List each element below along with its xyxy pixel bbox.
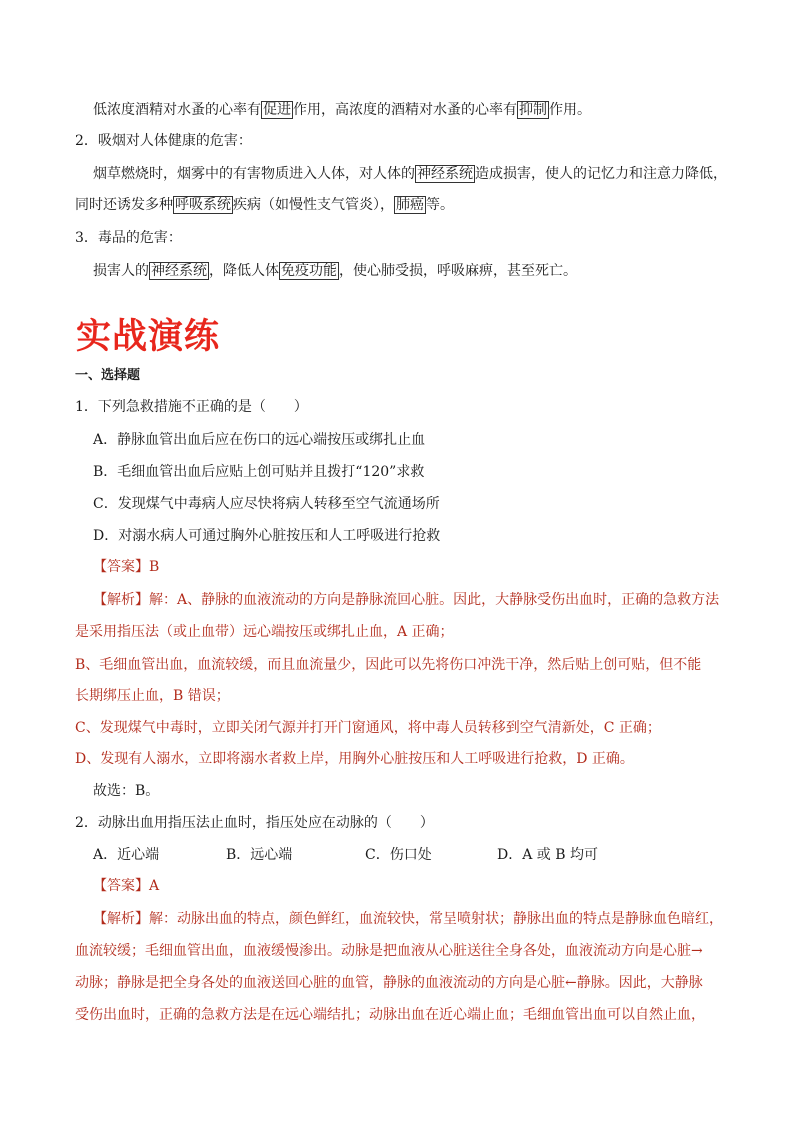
answer-box-lung-cancer: 肺癌 (396, 197, 424, 213)
question-1-final-choice: 故选：B。 (93, 783, 160, 799)
question-1-explanation-5: C、发现煤气中毒时，立即关闭气源并打开门窗通风，将中毒人员转移到空气清新处，C 正确； (75, 720, 661, 736)
question-2-stem: 2．动脉出血用指压法止血时，指压处应在动脉的（ ） (75, 815, 434, 831)
smoking-line-2: 同时还诱发多种 呼吸系统 疾病（如慢性支气管炎）， 肺癌 等。 (75, 197, 454, 213)
question-1-option-a: A．静脉血管出血后应在伤口的远心端按压或绑扎止血 (93, 432, 426, 448)
question-1-explanation-4: 长期绑压止血，B 错误； (75, 688, 230, 704)
question-2-option-d: D．A 或 B 均可 (497, 847, 598, 863)
question-1-option-d: D．对溺水病人可通过胸外心脏按压和人工呼吸进行抢救 (93, 528, 441, 544)
answer-box-nervous-system: 神经系统 (417, 166, 473, 182)
drugs-line: 损害人的 神经系统 ，降低人体 免疫功能 ，使心肺受损，呼吸麻痹，甚至死亡。 (93, 263, 577, 279)
answer-box-inhibit: 抑制 (519, 102, 547, 118)
answer-box-immune-function: 免疫功能 (281, 263, 337, 279)
question-2-explanation-3: 动脉；静脉是把全身各处的血液送回心脏的血管，静脉的血液流动的方向是心脏←静脉。因此，大静脉 (75, 975, 703, 991)
answer-box-respiratory-system: 呼吸系统 (175, 197, 231, 213)
question-1-answer: 【答案】B (93, 559, 160, 575)
heading-drugs: 3．毒品的危害： (75, 230, 182, 246)
practice-banner-title: 实战演练 (76, 317, 221, 357)
question-2-explanation-4: 受伤出血时，正确的急救方法是在远心端结扎；动脉出血在近心端止血；毛细血管出血可以自然止血， (75, 1007, 705, 1023)
answer-box-nervous-system-2: 神经系统 (151, 263, 207, 279)
alcohol-heart-rate-line: 低浓度酒精对水蚤的心率有 促进 作用，高浓度的酒精对水蚤的心率有 抑制 作用。 (93, 102, 591, 118)
answer-box-promote: 促进 (263, 102, 291, 118)
question-1-explanation-1: 【解析】解：A、静脉的血液流动的方向是静脉流回心脏。因此，大静脉受伤出血时，正确的急救方法 (93, 592, 720, 608)
question-1-explanation-2: 是采用指压法（或止血带）远心端按压或绑扎止血，A 正确； (75, 624, 454, 640)
question-2-option-b: B．远心端 (226, 847, 293, 863)
question-2-answer: 【答案】A (93, 878, 160, 894)
question-1-option-c: C．发现煤气中毒病人应尽快将病人转移至空气流通场所 (93, 496, 440, 512)
question-1-option-b: B．毛细血管出血后应贴上创可贴并且拨打“120”求救 (93, 464, 425, 480)
question-2-explanation-2: 血流较缓；毛细血管出血，血液缓慢渗出。动脉是把血液从心脏送往全身各处，血液流动方向是心脏→ (75, 943, 703, 959)
smoking-line-1: 烟草燃烧时，烟雾中的有害物质进入人体，对人体的 神经系统 造成损害，使人的记忆力和注意力降低， (93, 166, 727, 182)
question-1-stem: 1．下列急救措施不正确的是（ ） (75, 399, 308, 415)
question-2-option-c: C．伤口处 (365, 847, 432, 863)
question-1-explanation-6: D、发现有人溺水，立即将溺水者救上岸，用胸外心脏按压和人工呼吸进行抢救，D 正确。 (75, 751, 634, 767)
question-2-explanation-1: 【解析】解：动脉出血的特点，颜色鲜红，血流较快，常呈喷射状；静脉出血的特点是静脉血色暗红， (93, 911, 723, 927)
section-heading: 一、选择题 (75, 368, 141, 383)
question-2-option-a: A．近心端 (93, 847, 160, 863)
question-1-explanation-3: B、毛细血管出血，血流较缓，而且血流量少，因此可以先将伤口冲洗干净，然后贴上创可贴，但不能 (75, 657, 702, 673)
heading-smoking: 2．吸烟对人体健康的危害： (75, 133, 252, 149)
